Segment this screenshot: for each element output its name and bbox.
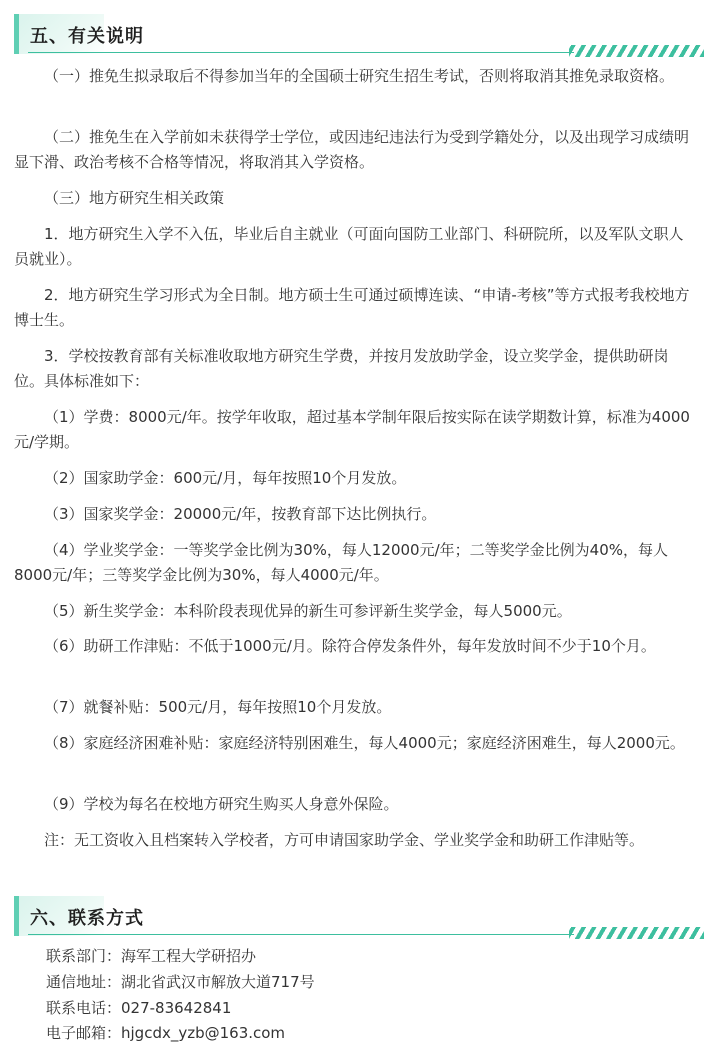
paragraph-11: （5）新生奖学金：本科阶段表现优异的新生可参评新生奖学金，每人5000元。: [44, 602, 572, 620]
paragraph-10: （4）学业奖学金：一等奖学金比例为30%，每人12000元/年；二等奖学金比例为40%，每人8000元/年；三等奖学金比例为30%，每人4000元/年。: [14, 541, 668, 584]
contact-phone: 联系电话：027-83642841: [46, 999, 232, 1017]
paragraph-13: （7）就餐补贴：500元/月，每年按照10个月发放。: [44, 698, 392, 716]
section-6-header: [14, 896, 704, 936]
paragraph-6: 3．学校按教育部有关标准收取地方研究生学费，并按月发放助学金，设立奖学金，提供助研岗位。具体标准如下：: [14, 347, 669, 390]
contact-address: 通信地址：湖北省武汉市解放大道717号: [46, 973, 315, 991]
paragraph-14: （8）家庭经济困难补贴：家庭经济特别困难生，每人4000元；家庭经济困难生，每人2000元。: [44, 734, 685, 752]
section-5-title: 五、有关说明: [30, 26, 144, 47]
paragraph-8: （2）国家助学金：600元/月，每年按照10个月发放。: [44, 469, 407, 487]
header-rule: [28, 934, 574, 935]
paragraph-16: 注：无工资收入且档案转入学校者，方可申请国家助学金、学业奖学金和助研工作津贴等。: [44, 831, 645, 849]
contact-department: 联系部门：海军工程大学研招办: [46, 947, 257, 965]
section-6-title: 六、联系方式: [30, 908, 144, 929]
paragraph-1: （一）推免生拟录取后不得参加当年的全国硕士研究生招生考试，否则将取消其推免录取资格。: [44, 67, 675, 85]
header-rule: [28, 52, 574, 53]
header-stripes-decoration: [569, 927, 704, 939]
paragraph-7: （1）学费：8000元/年。按学年收取，超过基本学制年限后按实际在读学期数计算，标准为4000元/学期。: [14, 408, 690, 451]
contact-email: 电子邮箱：hjgcdx_yzb@163.com: [46, 1024, 286, 1042]
paragraph-12: （6）助研工作津贴：不低于1000元/月。除符合停发条件外，每年发放时间不少于10个月。: [44, 637, 656, 655]
header-accent-bar: [14, 896, 19, 936]
paragraph-15: （9）学校为每名在校地方研究生购买人身意外保险。: [44, 795, 399, 813]
header-accent-bar: [14, 14, 19, 54]
paragraph-9: （3）国家奖学金：20000元/年，按教育部下达比例执行。: [44, 505, 437, 523]
paragraph-2: （二）推免生在入学前如未获得学士学位，或因违纪违法行为受到学籍处分，以及出现学习成绩明显下滑、政治考核不合格等情况，将取消其入学资格。: [14, 128, 690, 171]
paragraph-5: 2．地方研究生学习形式为全日制。地方硕士生可通过硕博连读、“申请-考核”等方式报考我校地方博士生。: [14, 286, 690, 329]
paragraph-4: 1．地方研究生入学不入伍，毕业后自主就业（可面向国防工业部门、科研院所，以及军队文职人员就业）。: [14, 225, 684, 268]
section-5-header: [14, 14, 704, 54]
paragraph-3: （三）地方研究生相关政策: [44, 189, 225, 207]
header-stripes-decoration: [569, 45, 704, 57]
